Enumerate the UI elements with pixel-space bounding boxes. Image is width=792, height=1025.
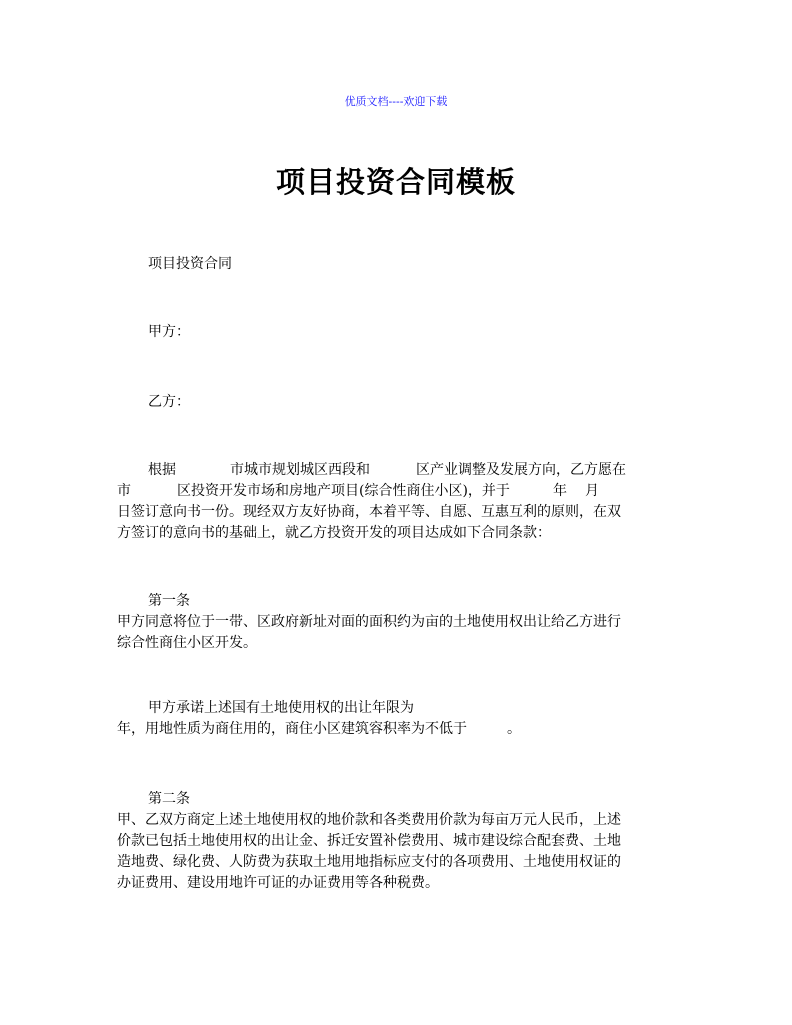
document-title: 项目投资合同模板: [275, 165, 516, 199]
intro-text: 月: [584, 483, 599, 499]
article-2: [117, 789, 677, 894]
commitment-paragraph: [117, 698, 677, 740]
intro-line: 方签订的意向书的基础上，就乙方投资开发的项目达成如下合同条款：: [117, 525, 551, 541]
article-line: 造地费、绿化费、人防费为获取土地用地指标应支付的各项费用、土地使用权证的: [117, 854, 621, 870]
commitment-text: 。: [507, 721, 521, 737]
article-line: 甲、乙双方商定上述土地使用权的地价款和各类费用价款为每亩万元人民币，上述: [117, 812, 621, 828]
article-line: 办证费用、建设用地许可证的办证费用等各种税费。: [117, 875, 439, 891]
article-line: 价款已包括土地使用权的出让金、拆迁安置补偿费用、城市建设综合配套费、土地: [117, 833, 621, 849]
intro-line: [117, 481, 677, 502]
article-line: 综合性商住小区开发。: [117, 635, 257, 651]
intro-text: 市城市规划城区西段和: [230, 462, 370, 478]
intro-line: [117, 460, 677, 481]
article-heading: 第二条: [148, 791, 190, 807]
commitment-line: 甲方承诺上述国有土地使用权的出让年限为: [148, 700, 414, 716]
intro-paragraph: [117, 460, 677, 544]
article-line: 甲方同意将位于一带、区政府新址对面的面积约为亩的土地使用权出让给乙方进行: [117, 614, 621, 630]
party-b-label: 乙方：: [148, 394, 190, 410]
commitment-line: [117, 719, 677, 740]
intro-text: 根据: [148, 462, 176, 478]
party-a-label: 甲方：: [148, 324, 190, 340]
intro-text: 区产业调整及发展方向，乙方愿在: [416, 462, 626, 478]
article-1: [117, 591, 677, 654]
intro-text: 区投资开发市场和房地产项目(综合性商住小区)，并于: [177, 483, 510, 499]
commitment-text: 年，用地性质为商住用的，商住小区建筑容积率为不低于: [117, 721, 467, 737]
intro-text: 年: [552, 483, 567, 499]
header-note: 优质文档----欢迎下载: [344, 95, 448, 108]
intro-text: 市: [117, 483, 131, 499]
subtitle: 项目投资合同: [148, 256, 232, 272]
intro-line: 日签订意向书一份。现经双方友好协商，本着平等、自愿、互惠互利的原则，在双: [117, 504, 621, 520]
article-heading: 第一条: [148, 593, 190, 609]
